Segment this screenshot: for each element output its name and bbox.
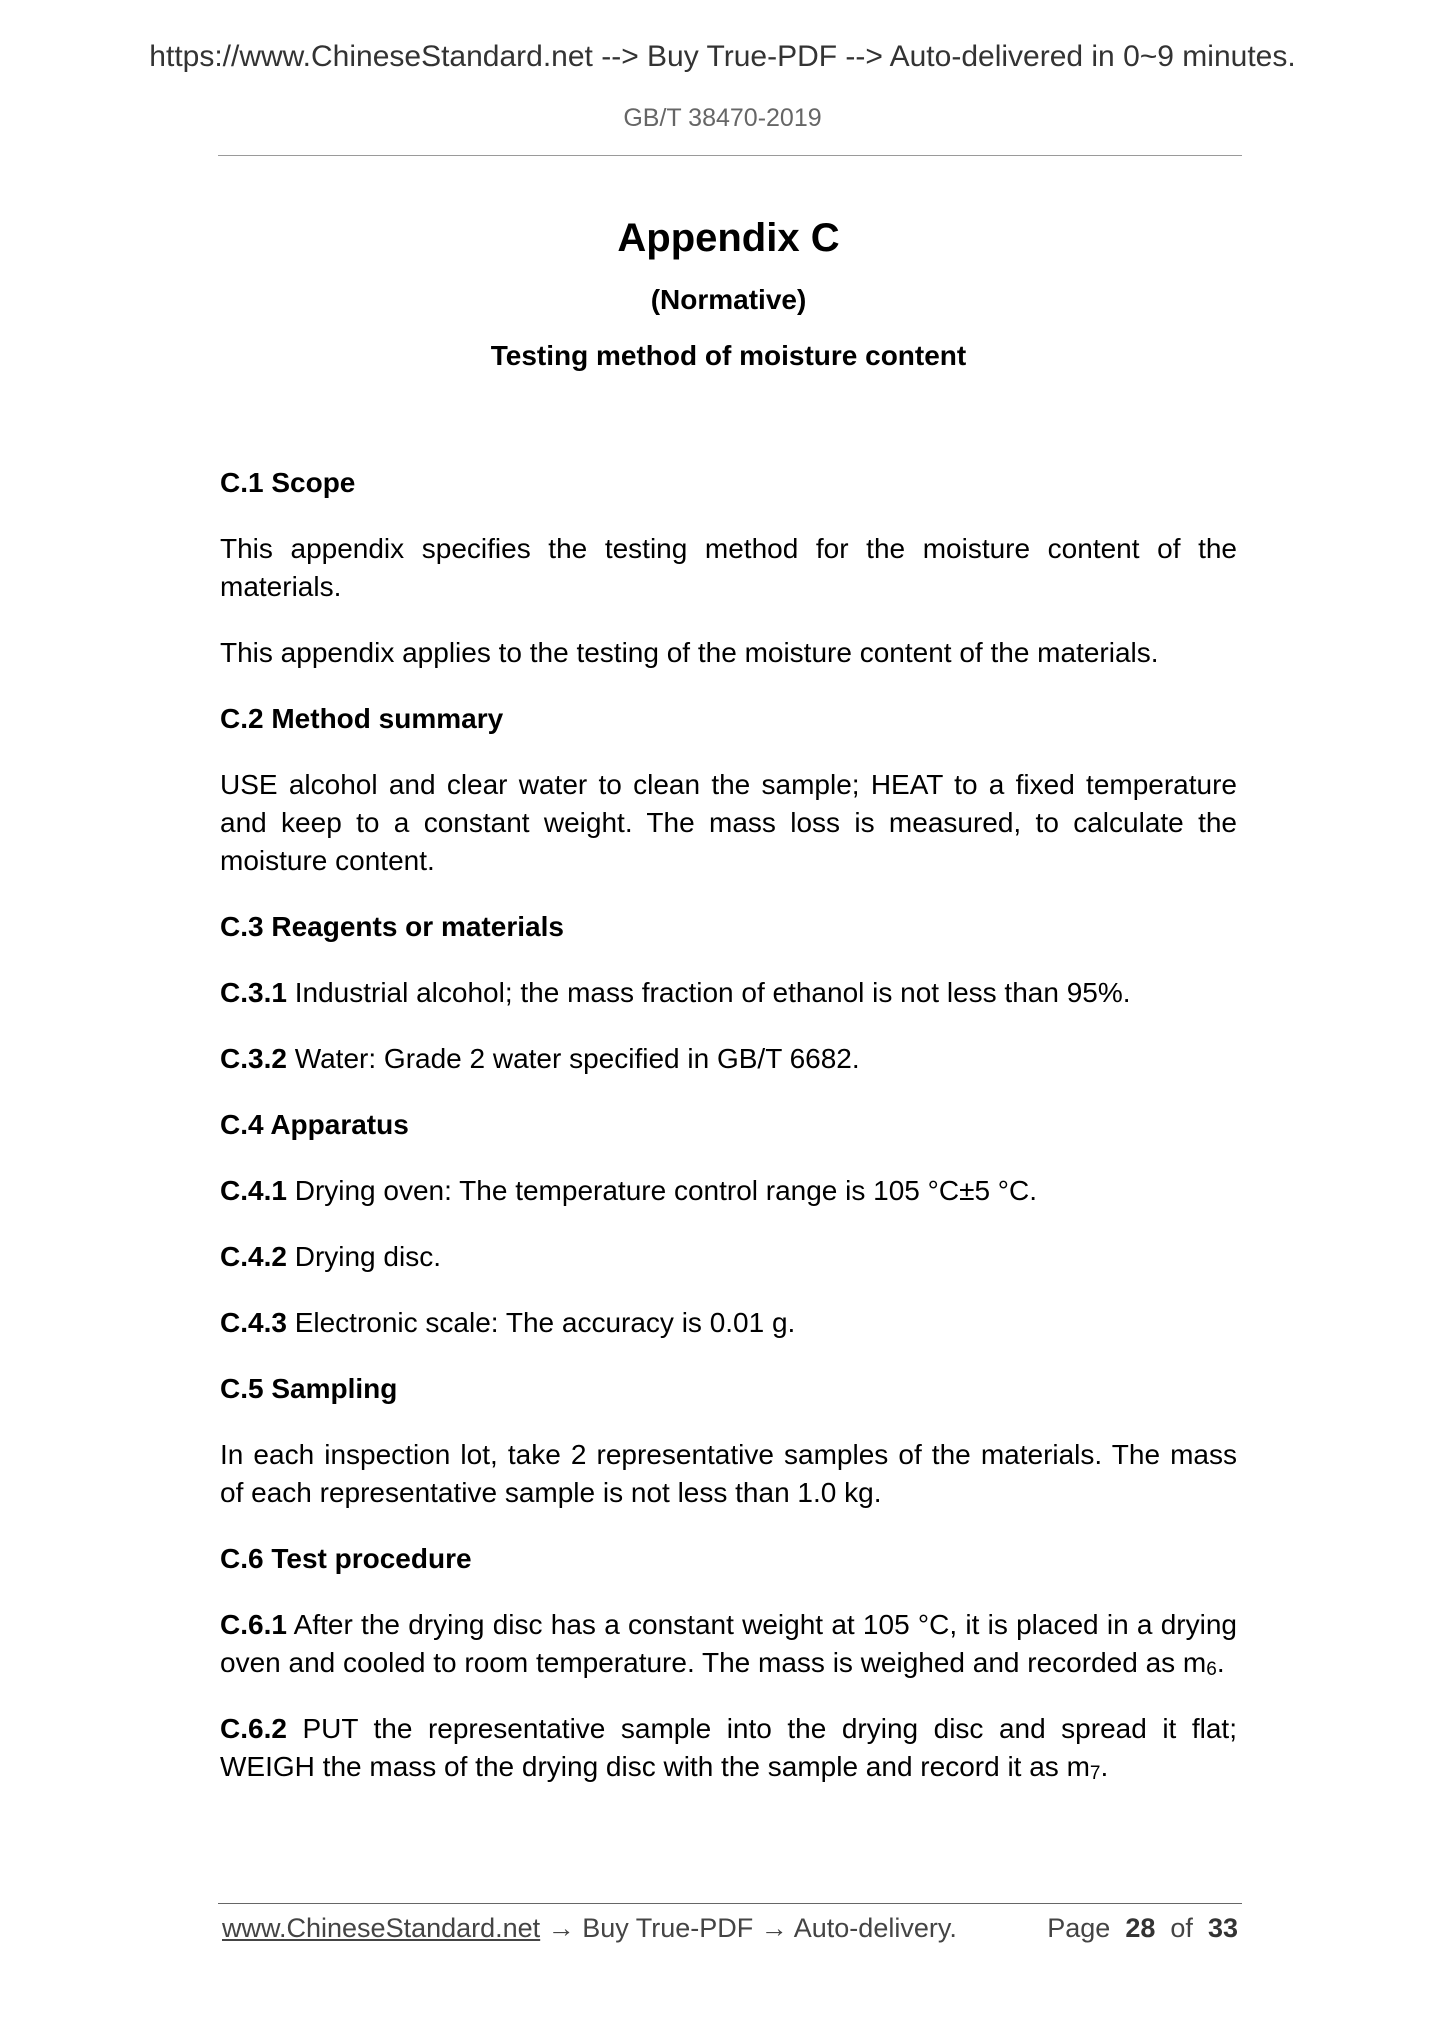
sections bbox=[220, 464, 1237, 1786]
page-label: Page bbox=[1047, 1913, 1111, 1943]
paragraph: In each inspection lot, take 2 representative samples of the materials. The mass of each representative sample is not less than 1.0 kg. bbox=[220, 1439, 1237, 1508]
clause-end: . bbox=[1100, 1751, 1109, 1782]
page-number bbox=[1047, 1908, 1238, 1948]
clause-number: C.6.2 bbox=[220, 1713, 287, 1744]
clause-c4-1 bbox=[220, 1172, 1237, 1210]
clause-number: C.4.3 bbox=[220, 1307, 287, 1338]
clause-c4-2 bbox=[220, 1238, 1237, 1276]
clause-text: Industrial alcohol; the mass fraction of ethanol is not less than 95%. bbox=[286, 977, 1131, 1008]
of-label: of bbox=[1170, 1913, 1193, 1943]
header-divider bbox=[218, 155, 1242, 156]
appendix-subject: Testing method of moisture content bbox=[490, 340, 967, 371]
clause-text: PUT the representative sample into the drying disc and spread it flat; WEIGH the mass of the drying disc with the sample and record it as m bbox=[220, 1713, 1237, 1782]
appendix-title: Appendix C bbox=[617, 216, 840, 260]
arrow-icon: → bbox=[540, 1913, 583, 1943]
clause-number: C.6.1 bbox=[220, 1609, 287, 1640]
paragraph: This appendix specifies the testing method for the moisture content of the materials. bbox=[220, 533, 1237, 602]
footer bbox=[222, 1908, 1238, 1948]
page-content bbox=[220, 210, 1237, 1814]
footer-site-link[interactable]: www.ChineseStandard.net bbox=[222, 1913, 541, 1943]
appendix-normative-label: (Normative) bbox=[650, 284, 807, 315]
clause-text: Drying oven: The temperature control range is 105 °C±5 °C. bbox=[286, 1175, 1037, 1206]
page-current: 28 bbox=[1125, 1913, 1156, 1943]
section-heading-c1: C.1 Scope bbox=[220, 467, 356, 498]
footer-divider bbox=[218, 1903, 1242, 1904]
clause-number: C.4.1 bbox=[220, 1175, 287, 1206]
clause-text: Water: Grade 2 water specified in GB/T 6682. bbox=[286, 1043, 860, 1074]
clause-c3-2 bbox=[220, 1040, 1237, 1078]
footer-left bbox=[222, 1908, 957, 1948]
section-heading-c4: C.4 Apparatus bbox=[220, 1109, 409, 1140]
clause-number: C.3.1 bbox=[220, 977, 287, 1008]
clause-text: Drying disc. bbox=[286, 1241, 441, 1272]
subscript: 7 bbox=[1089, 1763, 1101, 1784]
clause-c6-2 bbox=[220, 1710, 1237, 1786]
footer-buy-text: Buy True-PDF bbox=[582, 1913, 754, 1943]
page-total: 33 bbox=[1207, 1913, 1238, 1943]
section-heading-c3: C.3 Reagents or materials bbox=[220, 911, 564, 942]
arrow-icon: → bbox=[753, 1913, 794, 1943]
clause-number: C.4.2 bbox=[220, 1241, 287, 1272]
clause-text: Electronic scale: The accuracy is 0.01 g. bbox=[286, 1307, 796, 1338]
top-banner: https://www.ChineseStandard.net --> Buy True-PDF --> Auto-delivered in 0~9 minutes. bbox=[149, 40, 1296, 73]
clause-c4-3 bbox=[220, 1304, 1237, 1342]
footer-delivery-text: Auto-delivery. bbox=[793, 1913, 957, 1943]
clause-end: . bbox=[1216, 1647, 1225, 1678]
standard-code: GB/T 38470-2019 bbox=[623, 104, 822, 132]
paragraph: This appendix applies to the testing of the moisture content of the materials. bbox=[220, 637, 1159, 668]
paragraph: USE alcohol and clear water to clean the sample; HEAT to a fixed temperature and keep to a constant weight. The mass loss is measured, to calculate the moisture content. bbox=[220, 769, 1237, 876]
clause-c3-1 bbox=[220, 974, 1237, 1012]
clause-number: C.3.2 bbox=[220, 1043, 287, 1074]
subscript: 6 bbox=[1206, 1659, 1217, 1680]
section-heading-c5: C.5 Sampling bbox=[220, 1373, 398, 1404]
clause-c6-1 bbox=[220, 1606, 1237, 1682]
clause-text: After the drying disc has a constant weight at 105 °C, it is placed in a drying oven and cooled to room temperature. The mass is weighed and recorded as m bbox=[220, 1609, 1237, 1678]
section-heading-c2: C.2 Method summary bbox=[220, 703, 504, 734]
section-heading-c6: C.6 Test procedure bbox=[220, 1543, 472, 1574]
